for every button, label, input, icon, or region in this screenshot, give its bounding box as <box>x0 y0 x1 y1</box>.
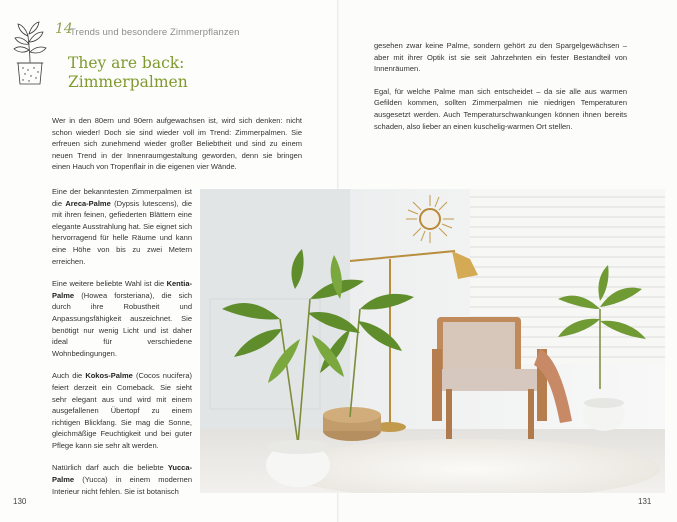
paragraph-kokos: Auch die Kokos-Palme (Cocos nucifera) feiert derzeit ein Comeback. Sie sieht sehr elegant aus und wird mit einem ausgefallenen Übertopf zu einem richtigen Blickfang. Sie mag die Sonne, gleichmäßige Feuchtigkeit und bei guter Pflege kann sie sehr alt werden. <box>52 371 192 450</box>
paragraph-right-1: gesehen zwar keine Palme, sondern gehört zu den Spargelgewächsen – aber mit ihrer Optik ist sie seit Jahrzehnten ein fester Bestandteil von Innenräumen. <box>374 41 627 74</box>
page-number-left: 130 <box>13 497 27 506</box>
paragraph-yucca: Natürlich darf auch die beliebte Yucca-Palme (Yucca) in einem modernen Interieur nicht fehlen. Sie ist botanisch <box>52 463 192 496</box>
bold-kentia: Kentia-Palme <box>52 279 192 300</box>
page-title-line-2: Zimmerpalmen <box>68 73 188 91</box>
paragraph-areca: Eine der bekanntesten Zimmerpalmen ist die Areca-Palme (Dypsis lutescens), die mit ihren feinen, gefiederten Blättern eine elegante Ausstrahlung hat. Sie eignet sich hervorragend für helle Räume und kann eine Höhe von bis zu zwei Metern erreichen. <box>52 187 192 266</box>
bold-yucca: Yucca-Palme <box>52 463 192 485</box>
left-text-column <box>52 186 192 508</box>
right-text-column <box>374 40 627 143</box>
page-title <box>68 54 188 92</box>
paragraph-kentia: Eine weitere beliebte Wahl ist die Kentia-Palme (Howea forsteriana), die sich durch ihre Robustheit und Anpassungsfähigkeit auszeichnet. Sie benötigt nur wenig Licht und ist daher ideal für verschiedene Wohnbedingungen. <box>52 279 192 358</box>
chapter-title: Trends und besondere Zimmerpflanzen <box>70 27 240 38</box>
page-number-right: 131 <box>638 497 652 506</box>
potted-plant-icon <box>10 16 50 88</box>
chapter-number: 14 <box>55 21 73 37</box>
intro-paragraph: Wer in den 80ern und 90ern aufgewachsen ist, wird sich denken: nicht schon wieder! Doch sie sind wieder voll im Trend: Zimmerpalmen. Sie erfreuen sich zunehmend wieder großer Beliebtheit und sind zu einem neuen Trend in der Innenraumgestaltung geworden, denn sie bringen einen Hauch von Tropenflair in die eigenen vier Wände. <box>52 116 302 172</box>
page-title-line-1: They are back: <box>68 54 185 72</box>
interior-photo <box>200 189 665 493</box>
bold-areca: Areca-Palme <box>65 198 111 208</box>
bold-kokos: Kokos-Palme <box>85 371 133 381</box>
paragraph-right-2: Egal, für welche Palme man sich entscheidet – da sie alle aus warmen Gefilden kommen, sollten Zimmerpalmen nie niedrigen Temperaturen ausgesetzt werden. Auch Temperaturschwankungen können ihnen bereits schaden, also lieber an einen kuschelig-warmen Ort stellen. <box>374 86 627 131</box>
